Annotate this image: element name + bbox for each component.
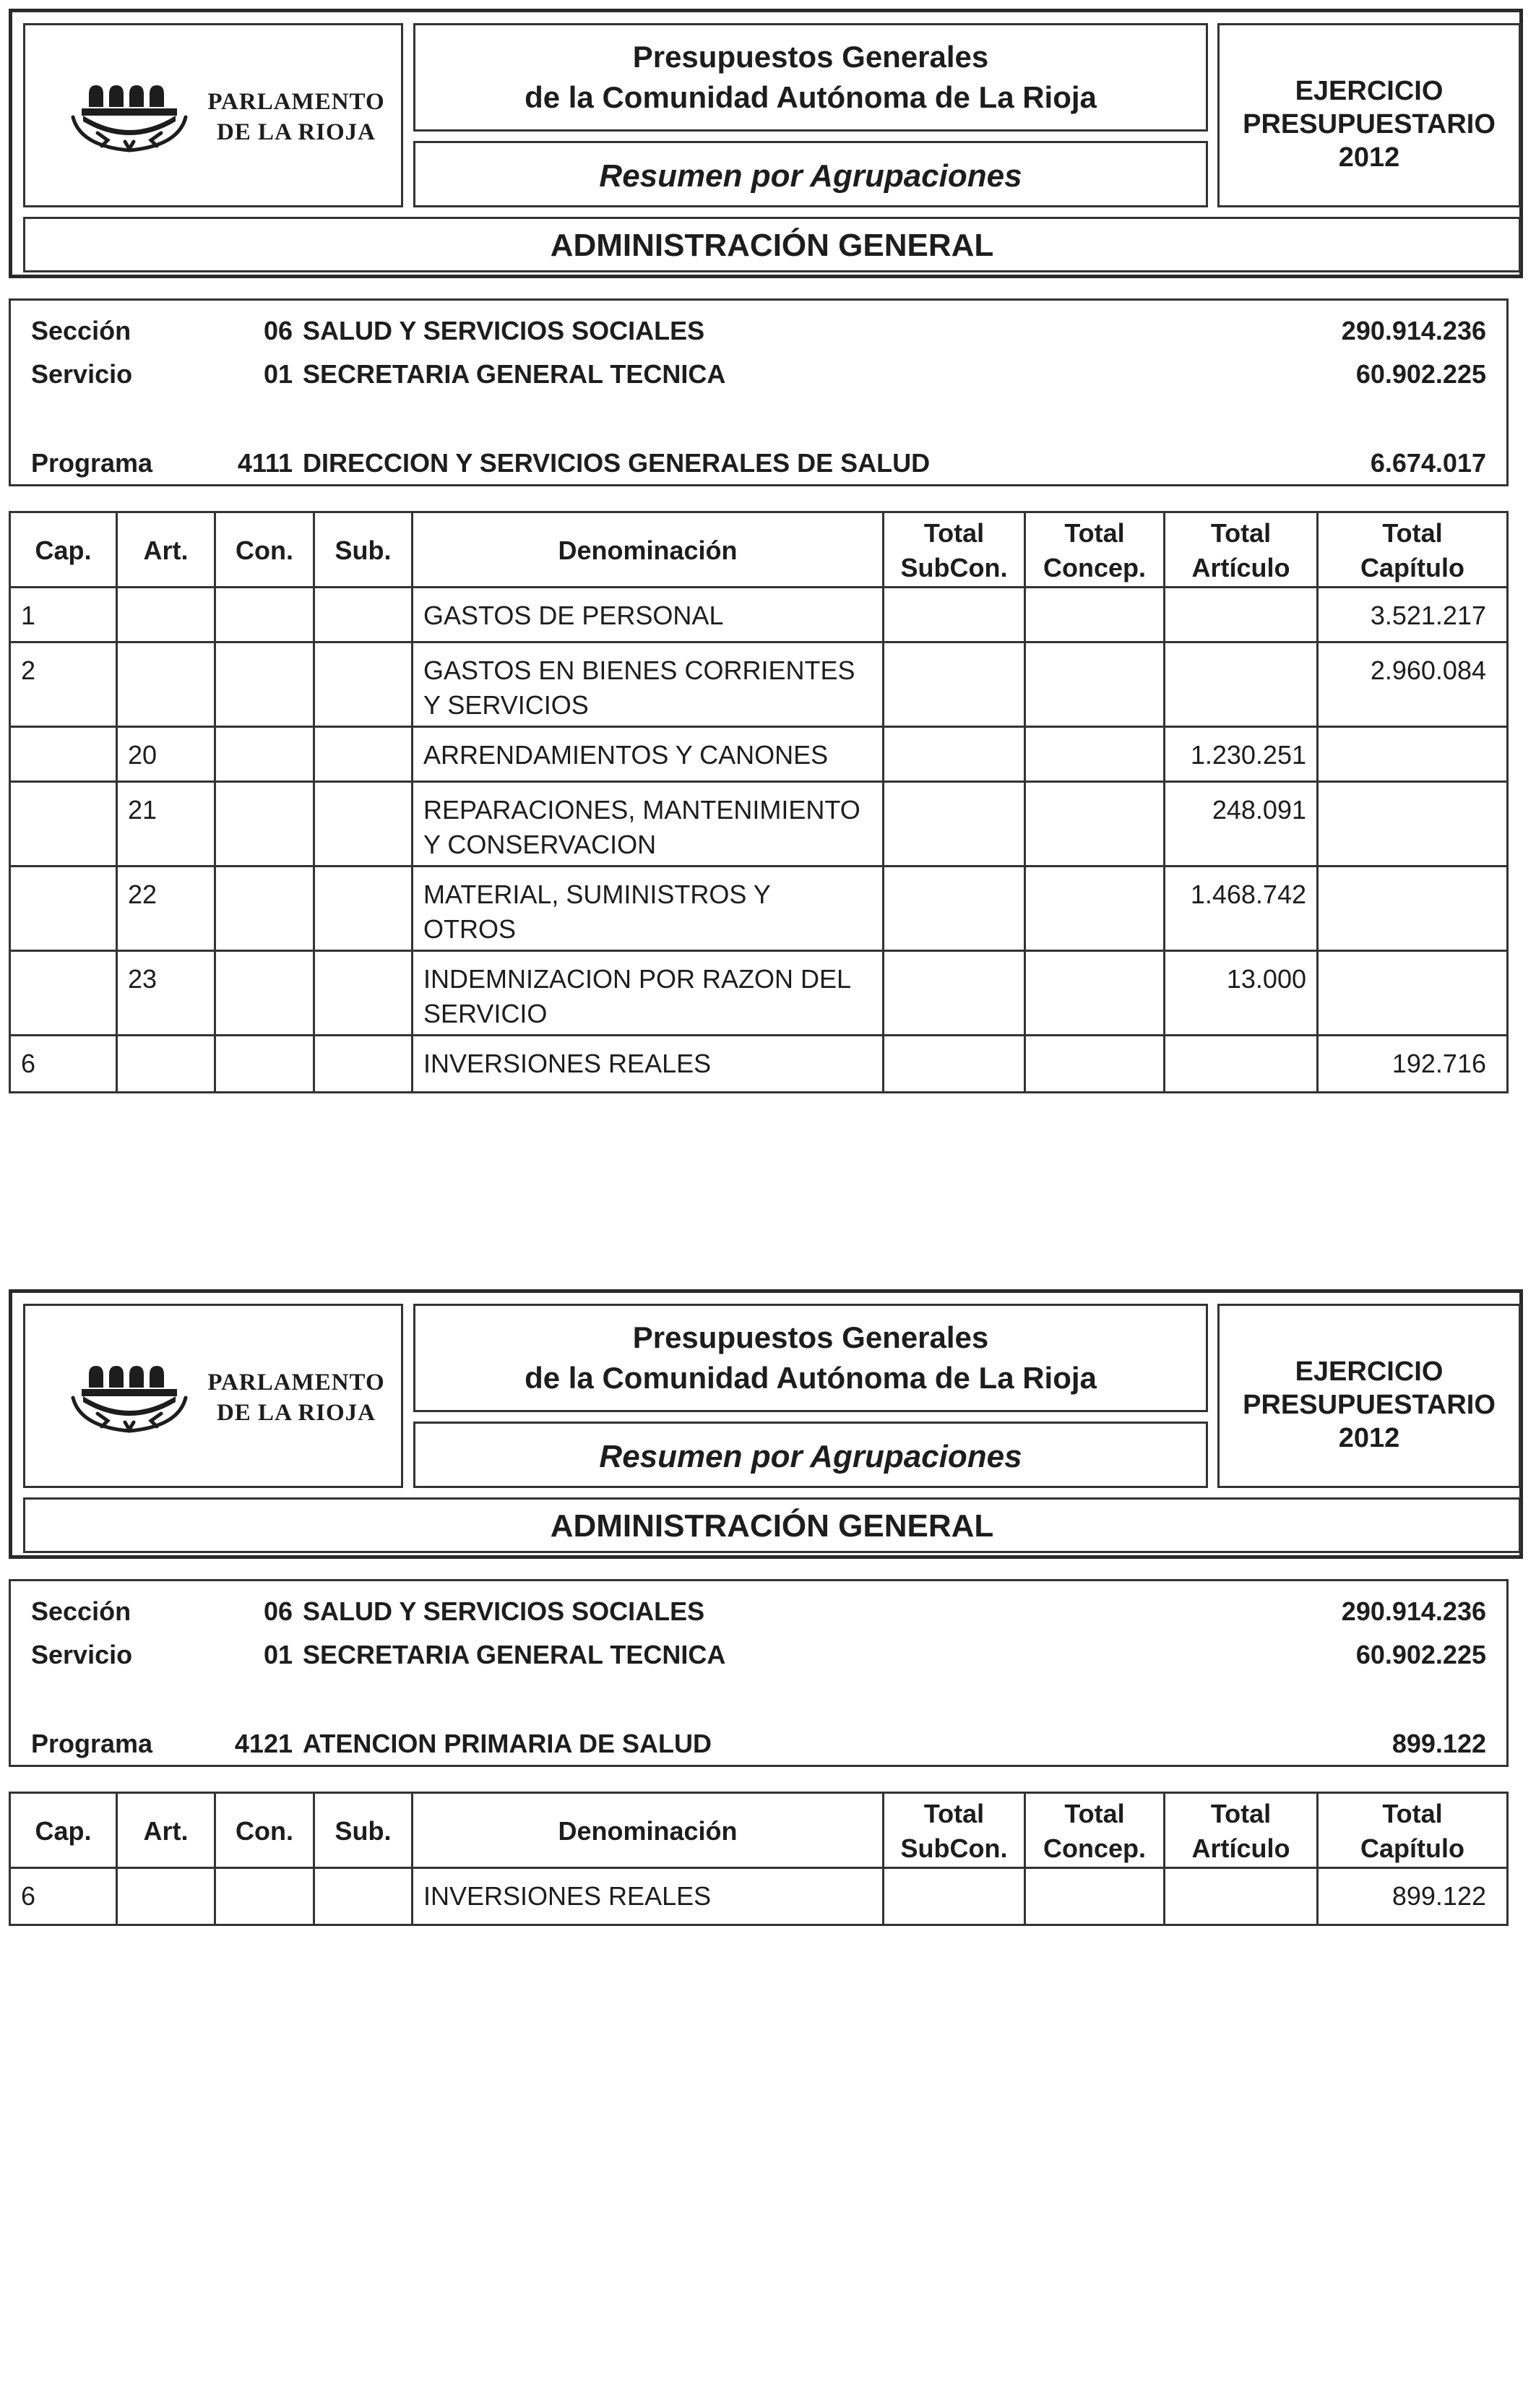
administration-title: ADMINISTRACIÓN GENERAL bbox=[550, 228, 994, 263]
denominacion-line2: Y SERVICIOS bbox=[423, 690, 589, 720]
cell-con bbox=[216, 952, 315, 1034]
parliament-emblem-icon bbox=[69, 72, 199, 159]
cell-art: 23 bbox=[118, 952, 216, 1034]
col-header-total-subcon bbox=[884, 1794, 1026, 1867]
cell-total-subcon bbox=[884, 643, 1026, 726]
fiscal-year-line2: PRESUPUESTARIO bbox=[1243, 1390, 1496, 1420]
cell-total-capitulo: 899.122 bbox=[1392, 1881, 1486, 1911]
parliament-name-line1: PARLAMENTO bbox=[207, 1369, 385, 1396]
cell-total-articulo: 1.468.742 bbox=[1165, 867, 1319, 950]
programa-name: DIRECCION Y SERVICIOS GENERALES DE SALUD bbox=[303, 448, 931, 478]
fiscal-year-box bbox=[1217, 1304, 1521, 1488]
servicio-label: Servicio bbox=[31, 1640, 133, 1669]
cell-cap: 1 bbox=[11, 588, 118, 641]
programa-name: ATENCION PRIMARIA DE SALUD bbox=[303, 1729, 712, 1758]
table-row bbox=[11, 952, 1506, 1036]
cell-con bbox=[216, 588, 315, 641]
col-header-total-label: Total bbox=[1382, 1799, 1443, 1828]
cell-total-capitulo bbox=[1319, 728, 1506, 781]
cell-total-concep bbox=[1026, 867, 1165, 950]
cell-art bbox=[118, 588, 216, 641]
col-header-total-concep bbox=[1026, 513, 1165, 586]
seccion-name: SALUD Y SERVICIOS SOCIALES bbox=[303, 316, 705, 345]
parliament-emblem-icon bbox=[69, 1353, 199, 1440]
denominacion-line1: INDEMNIZACION POR RAZON DEL bbox=[423, 964, 852, 994]
denominacion-line1: MATERIAL, SUMINISTROS Y bbox=[423, 880, 771, 909]
cell-total-subcon bbox=[884, 952, 1026, 1034]
cell-total-subcon bbox=[884, 1036, 1026, 1091]
cell-con bbox=[216, 643, 315, 726]
table-body bbox=[11, 588, 1506, 1091]
programa-label: Programa bbox=[31, 1729, 153, 1758]
cell-con bbox=[216, 1036, 315, 1091]
cell-con bbox=[216, 867, 315, 950]
col-header-concep-label: Concep. bbox=[1043, 1833, 1146, 1863]
cell-total-capitulo bbox=[1319, 952, 1506, 1034]
budget-table bbox=[9, 1792, 1509, 1926]
cell-total-concep bbox=[1026, 728, 1165, 781]
table-row bbox=[11, 867, 1506, 952]
cell-total-articulo: 13.000 bbox=[1165, 952, 1319, 1034]
col-header-total-articulo bbox=[1165, 513, 1319, 586]
table-header-row bbox=[11, 513, 1506, 588]
programa-amount: 899.122 bbox=[1392, 1729, 1486, 1758]
administration-title: ADMINISTRACIÓN GENERAL bbox=[550, 1508, 994, 1544]
seccion-label: Sección bbox=[31, 316, 131, 345]
seccion-code: 06 bbox=[263, 1596, 293, 1626]
servicio-amount: 60.902.225 bbox=[1355, 1640, 1486, 1669]
cell-sub bbox=[315, 783, 413, 865]
document-subtitle-box bbox=[413, 141, 1208, 207]
cell-total-capitulo: 3.521.217 bbox=[1370, 601, 1486, 630]
cell-total-articulo bbox=[1165, 1036, 1319, 1091]
budget-table bbox=[9, 511, 1509, 1093]
denominacion-line2: OTROS bbox=[423, 914, 517, 944]
document-title-box bbox=[413, 23, 1208, 132]
cell-total-capitulo bbox=[1319, 867, 1506, 950]
cell-total-concep bbox=[1026, 643, 1165, 726]
programa-code: 4121 bbox=[234, 1729, 293, 1758]
cell-con bbox=[216, 783, 315, 865]
document-subtitle: Resumen por Agrupaciones bbox=[599, 1439, 1022, 1474]
fiscal-year-value: 2012 bbox=[1338, 142, 1400, 173]
cell-art: 22 bbox=[118, 867, 216, 950]
cell-sub bbox=[315, 867, 413, 950]
cell-con bbox=[216, 728, 315, 781]
cell-cap: 6 bbox=[11, 1036, 118, 1091]
cell-total-concep bbox=[1026, 783, 1165, 865]
cell-total-capitulo: 192.716 bbox=[1392, 1049, 1486, 1078]
cell-total-capitulo bbox=[1319, 783, 1506, 865]
cell-total-subcon bbox=[884, 728, 1026, 781]
section-info-box bbox=[9, 298, 1509, 486]
programa-amount: 6.674.017 bbox=[1370, 448, 1486, 478]
cell-denominacion bbox=[413, 588, 884, 641]
cell-sub bbox=[315, 588, 413, 641]
col-header-total-label: Total bbox=[1210, 1799, 1272, 1828]
seccion-row bbox=[11, 1594, 1506, 1630]
col-header-sub: Sub. bbox=[315, 1794, 413, 1867]
denominacion-line2: Y CONSERVACION bbox=[423, 830, 657, 859]
col-header-total-label: Total bbox=[923, 1799, 985, 1828]
col-header-total-label: Total bbox=[923, 518, 985, 548]
cell-total-capitulo: 2.960.084 bbox=[1370, 655, 1486, 685]
col-header-total-label: Total bbox=[1210, 518, 1272, 548]
servicio-row bbox=[11, 356, 1506, 392]
col-header-sub: Sub. bbox=[315, 513, 413, 586]
cell-total-articulo bbox=[1165, 643, 1319, 726]
administration-box bbox=[23, 217, 1521, 272]
cell-art bbox=[118, 1869, 216, 1924]
table-row bbox=[11, 1036, 1506, 1091]
cell-total-subcon bbox=[884, 1869, 1026, 1924]
cell-total-articulo: 248.091 bbox=[1165, 783, 1319, 865]
document-title-line2: de la Comunidad Autónoma de La Rioja bbox=[525, 1361, 1097, 1395]
fiscal-year-value: 2012 bbox=[1338, 1423, 1400, 1453]
denominacion-line1: INVERSIONES REALES bbox=[423, 1049, 712, 1078]
denominacion-line2: SERVICIO bbox=[423, 999, 548, 1028]
cell-denominacion bbox=[413, 728, 884, 781]
col-header-cap: Cap. bbox=[11, 513, 118, 586]
cell-denominacion bbox=[413, 643, 884, 726]
servicio-row bbox=[11, 1637, 1506, 1673]
denominacion-line1: REPARACIONES, MANTENIMIENTO bbox=[423, 795, 860, 825]
col-header-art: Art. bbox=[118, 513, 216, 586]
col-header-total-capitulo bbox=[1319, 1794, 1506, 1867]
programa-row bbox=[11, 1726, 1506, 1762]
programa-label: Programa bbox=[31, 448, 153, 478]
cell-sub bbox=[315, 643, 413, 726]
document-subtitle: Resumen por Agrupaciones bbox=[599, 158, 1022, 194]
cell-total-articulo bbox=[1165, 588, 1319, 641]
cell-total-subcon bbox=[884, 867, 1026, 950]
cell-total-concep bbox=[1026, 588, 1165, 641]
col-header-total-subcon bbox=[884, 513, 1026, 586]
cell-denominacion bbox=[413, 867, 884, 950]
table-header-row bbox=[11, 1794, 1506, 1869]
seccion-label: Sección bbox=[31, 1596, 131, 1626]
servicio-name: SECRETARIA GENERAL TECNICA bbox=[303, 359, 726, 389]
cell-cap bbox=[11, 952, 118, 1034]
col-header-total-label: Total bbox=[1064, 1799, 1125, 1828]
cell-sub bbox=[315, 1869, 413, 1924]
cell-art bbox=[118, 1036, 216, 1091]
col-header-subcon-label: SubCon. bbox=[900, 1833, 1008, 1863]
seccion-amount: 290.914.236 bbox=[1341, 1596, 1486, 1626]
table-row bbox=[11, 728, 1506, 783]
parliament-name bbox=[195, 87, 397, 147]
fiscal-year-line2: PRESUPUESTARIO bbox=[1243, 109, 1496, 139]
col-header-con: Con. bbox=[216, 1794, 315, 1867]
document-title-box bbox=[413, 1304, 1208, 1412]
fiscal-year-line1: EJERCICIO bbox=[1295, 1356, 1444, 1387]
cell-total-subcon bbox=[884, 783, 1026, 865]
cell-total-concep bbox=[1026, 1869, 1165, 1924]
cell-cap: 2 bbox=[11, 643, 118, 726]
col-header-con: Con. bbox=[216, 513, 315, 586]
col-header-denominacion: Denominación bbox=[413, 1794, 884, 1867]
col-header-total-label: Total bbox=[1382, 518, 1443, 548]
budget-page-2 bbox=[0, 1281, 1536, 2408]
table-row bbox=[11, 1869, 1506, 1924]
denominacion-line1: GASTOS DE PERSONAL bbox=[423, 601, 724, 630]
col-header-subcon-label: SubCon. bbox=[900, 553, 1008, 582]
cell-total-subcon bbox=[884, 588, 1026, 641]
cell-art: 20 bbox=[118, 728, 216, 781]
col-header-total-concep bbox=[1026, 1794, 1165, 1867]
parliament-name-line2: DE LA RIOJA bbox=[216, 119, 376, 145]
table-row bbox=[11, 643, 1506, 728]
col-header-art: Art. bbox=[118, 1794, 216, 1867]
col-header-cap: Cap. bbox=[11, 1794, 118, 1867]
parliament-name-line1: PARLAMENTO bbox=[207, 89, 385, 115]
cell-total-articulo bbox=[1165, 1869, 1319, 1924]
servicio-code: 01 bbox=[263, 1640, 293, 1669]
col-header-concep-label: Concep. bbox=[1043, 553, 1146, 582]
section-info-box bbox=[9, 1579, 1509, 1767]
cell-cap bbox=[11, 783, 118, 865]
fiscal-year-line1: EJERCICIO bbox=[1295, 76, 1444, 106]
cell-total-articulo: 1.230.251 bbox=[1165, 728, 1319, 781]
cell-total-concep bbox=[1026, 1036, 1165, 1091]
table-body bbox=[11, 1869, 1506, 1924]
cell-total-concep bbox=[1026, 952, 1165, 1034]
col-header-total-label: Total bbox=[1064, 518, 1125, 548]
document-title-line1: Presupuestos Generales bbox=[632, 1320, 989, 1354]
programa-row bbox=[11, 445, 1506, 481]
document-header bbox=[9, 9, 1523, 278]
cell-denominacion bbox=[413, 1036, 884, 1091]
administration-box bbox=[23, 1497, 1521, 1553]
denominacion-line1: INVERSIONES REALES bbox=[423, 1881, 712, 1911]
parliament-name bbox=[195, 1367, 397, 1428]
cell-art bbox=[118, 643, 216, 726]
cell-sub bbox=[315, 728, 413, 781]
seccion-code: 06 bbox=[263, 316, 293, 345]
seccion-amount: 290.914.236 bbox=[1341, 316, 1486, 345]
servicio-name: SECRETARIA GENERAL TECNICA bbox=[303, 1640, 726, 1669]
cell-cap bbox=[11, 867, 118, 950]
document-title-line1: Presupuestos Generales bbox=[632, 40, 989, 74]
servicio-amount: 60.902.225 bbox=[1355, 359, 1486, 389]
table-row bbox=[11, 588, 1506, 643]
col-header-denominacion: Denominación bbox=[413, 513, 884, 586]
cell-denominacion bbox=[413, 1869, 884, 1924]
servicio-code: 01 bbox=[263, 359, 293, 389]
document-title-line2: de la Comunidad Autónoma de La Rioja bbox=[525, 80, 1097, 114]
seccion-name: SALUD Y SERVICIOS SOCIALES bbox=[303, 1596, 705, 1626]
budget-page-1 bbox=[0, 0, 1536, 1127]
cell-art: 21 bbox=[118, 783, 216, 865]
cell-cap bbox=[11, 728, 118, 781]
cell-denominacion bbox=[413, 783, 884, 865]
fiscal-year-box bbox=[1217, 23, 1521, 207]
cell-denominacion bbox=[413, 952, 884, 1034]
cell-sub bbox=[315, 952, 413, 1034]
cell-con bbox=[216, 1869, 315, 1924]
col-header-articulo-label: Artículo bbox=[1191, 1833, 1290, 1863]
document-header bbox=[9, 1289, 1523, 1559]
col-header-total-capitulo bbox=[1319, 513, 1506, 586]
cell-sub bbox=[315, 1036, 413, 1091]
servicio-label: Servicio bbox=[31, 359, 133, 389]
parliament-name-line2: DE LA RIOJA bbox=[216, 1400, 376, 1426]
parliament-logo-box bbox=[23, 1304, 403, 1488]
col-header-capitulo-label: Capítulo bbox=[1360, 1833, 1464, 1863]
cell-cap: 6 bbox=[11, 1869, 118, 1924]
seccion-row bbox=[11, 313, 1506, 349]
col-header-capitulo-label: Capítulo bbox=[1360, 553, 1464, 582]
document-subtitle-box bbox=[413, 1422, 1208, 1488]
table-row bbox=[11, 783, 1506, 867]
denominacion-line1: GASTOS EN BIENES CORRIENTES bbox=[423, 655, 855, 685]
parliament-logo-box bbox=[23, 23, 403, 207]
col-header-articulo-label: Artículo bbox=[1191, 553, 1290, 582]
programa-code: 4111 bbox=[237, 448, 293, 478]
col-header-total-articulo bbox=[1165, 1794, 1319, 1867]
denominacion-line1: ARRENDAMIENTOS Y CANONES bbox=[423, 740, 829, 770]
